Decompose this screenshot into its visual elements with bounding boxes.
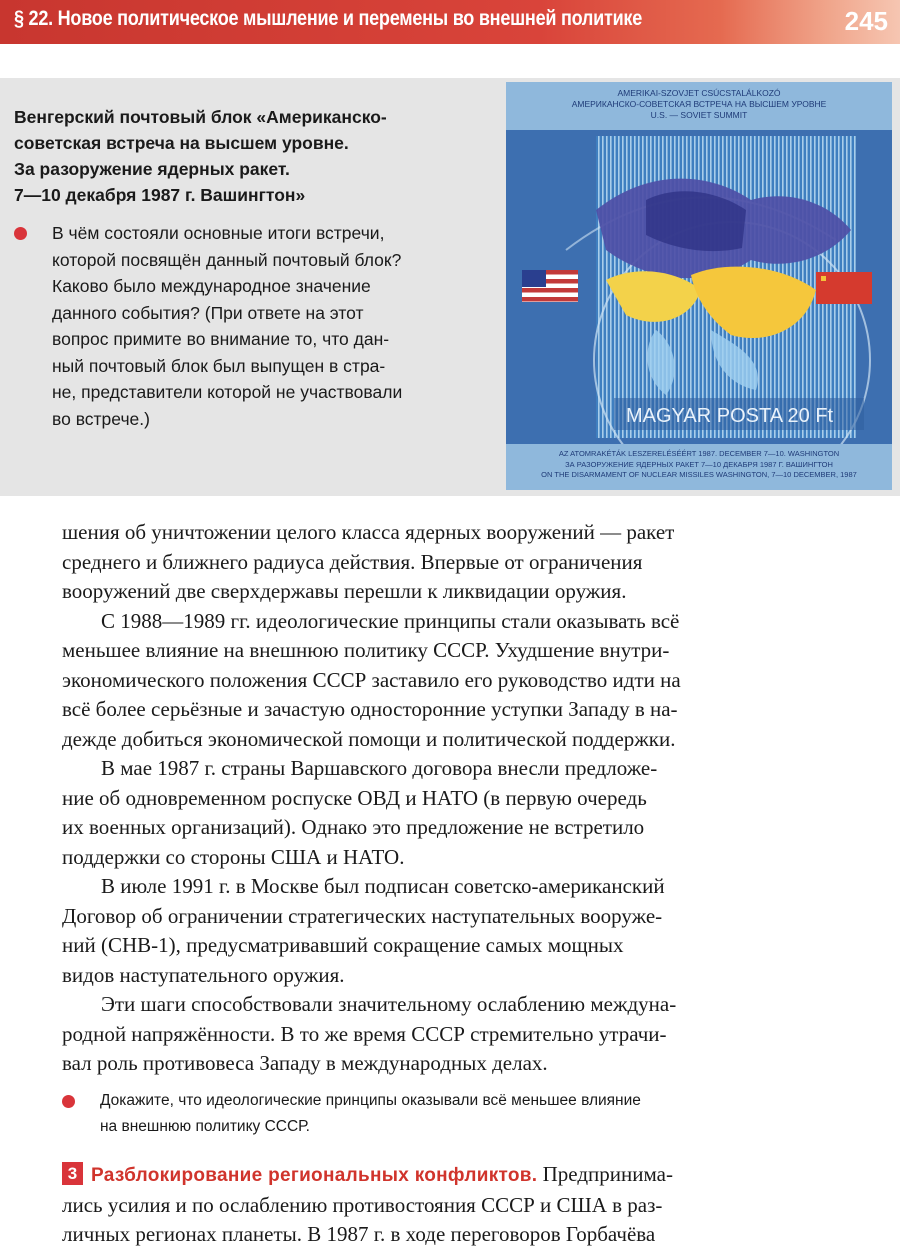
- main-text: [62, 518, 852, 1079]
- stamp-top-line: U.S. — SOVIET SUMMIT: [650, 110, 748, 120]
- text-line: их военных организаций). Однако это предложение не встретило: [62, 815, 645, 839]
- stamp-postage-label: MAGYAR POSTA 20 Ft: [626, 405, 834, 427]
- text-line: личных регионах планеты. В 1987 г. в ходе переговоров Горбачёва: [62, 1222, 656, 1246]
- soviet-flag-icon: [816, 272, 872, 304]
- caption-line: За разоружение ядерных ракет.: [14, 159, 290, 179]
- section-first-line: Предпринима-: [537, 1162, 673, 1186]
- chapter-title: § 22. Новое политическое мышление и перемены во внешней политике: [14, 7, 642, 30]
- question-line: данного события? (При ответе на этот: [52, 302, 364, 323]
- text-line: лись усилия и по ослаблению противостояния СССР и США в раз-: [62, 1192, 663, 1217]
- text-line: ние об одновременном роспуске ОВД и НАТО (в первую очередь: [62, 785, 647, 810]
- task-block: [62, 1088, 862, 1140]
- text-line: В июле 1991 г. в Москве был подписан советско-американский: [101, 874, 665, 898]
- question-line: ный почтовый блок был выпущен в стра-: [52, 355, 386, 376]
- stamp-artwork: [506, 130, 892, 444]
- text-line: шения об уничтожении целого класса ядерных вооружений — ракет: [62, 520, 675, 544]
- text-line: родной напряжённости. В то же время СССР стремительно утрачи-: [62, 1021, 667, 1046]
- text-line: ний (СНВ-1), предусматривавший сокращение самых мощных: [62, 933, 624, 957]
- stamp-bottom-line: ЗА РАЗОРУЖЕНИЕ ЯДЕРНЫХ РАКЕТ 7—10 ДЕКАБРЯ 1987 Г. ВАШИНГТОН: [565, 459, 833, 469]
- text-line: В мае 1987 г. страны Варшавского договора внесли предложе-: [101, 756, 658, 780]
- text-line: дежде добиться экономической помощи и политической поддержки.: [62, 726, 676, 751]
- stamp-caption: [14, 104, 484, 208]
- us-flag-icon: [522, 270, 578, 302]
- task-line: на внешнюю политику СССР.: [100, 1118, 310, 1135]
- question-line: не, представители которой не участвовали: [52, 382, 403, 402]
- caption-line: советская встреча на высшем уровне.: [14, 133, 349, 153]
- caption-line: 7—10 декабря 1987 г. Вашингтон»: [14, 185, 306, 205]
- question-line: В чём состояли основные итоги встречи,: [52, 223, 385, 243]
- stamp-top-line: AMERIKAI-SZOVJET CSÚCSTALÁLKOZÓ: [617, 88, 781, 98]
- question-line: которой посвящён данный почтовый блок?: [52, 249, 402, 270]
- stamp-top-text: [506, 82, 892, 130]
- postage-stamp-image: [506, 82, 892, 490]
- question-line: во встрече.): [52, 408, 150, 429]
- question-line: вопрос примите во внимание то, что дан-: [52, 329, 390, 349]
- stamp-top-line: АМЕРИКАНСКО-СОВЕТСКАЯ ВСТРЕЧА НА ВЫСШЕМ УРОВНЕ: [571, 99, 827, 109]
- stamp-bottom-line: AZ ATOMRAKÉTÁK LESZERELÉSÉÉRT 1987. DECEMBER 7—10. WASHINGTON: [558, 449, 840, 458]
- question-line: Каково было международное значение: [52, 276, 371, 296]
- task-line: Докажите, что идеологические принципы оказывали всё меньшее влияние: [100, 1092, 641, 1109]
- text-line: Договор об ограничении стратегических наступательных вооруже-: [62, 903, 663, 928]
- question-bullet-icon: [14, 227, 27, 240]
- section-heading: Разблокирование региональных конфликтов.: [91, 1165, 538, 1186]
- text-line: вооружений две сверхдержавы перешли к ликвидации оружия.: [62, 579, 627, 603]
- stamp-bottom-text: [506, 444, 892, 490]
- text-line: среднего и ближнего радиуса действия. Впервые от ограничения: [62, 549, 643, 574]
- text-line: С 1988—1989 гг. идеологические принципы стали оказывать всё: [101, 608, 680, 633]
- section-number-badge: 3: [62, 1162, 83, 1185]
- text-line: Эти шаги способствовали значительному ослаблению междуна-: [101, 992, 677, 1016]
- page-header: [0, 0, 900, 52]
- text-line: экономического положения СССР заставило его руководство идти на: [62, 667, 681, 692]
- caption-line: Венгерский почтовый блок «Американско-: [14, 107, 387, 127]
- stamp-bottom-line: ON THE DISARMAMENT OF NUCLEAR MISSILES WASHINGTON, 7—10 DECEMBER, 1987: [541, 470, 857, 479]
- task-bullet-icon: [62, 1095, 75, 1108]
- page-number: 245: [844, 6, 888, 36]
- text-line: поддержки со стороны США и НАТО.: [62, 844, 405, 869]
- text-line: меньшее влияние на внешнюю политику СССР. Ухудшение внутри-: [62, 638, 670, 662]
- text-line: вал роль противовеса Западу в международных делах.: [62, 1051, 548, 1075]
- text-line: видов наступательного оружия.: [62, 962, 345, 987]
- section-3: [62, 1160, 862, 1250]
- text-line: всё более серьёзные и зачастую односторонние уступки Западу в на-: [62, 697, 678, 721]
- stamp-question: [14, 220, 484, 432]
